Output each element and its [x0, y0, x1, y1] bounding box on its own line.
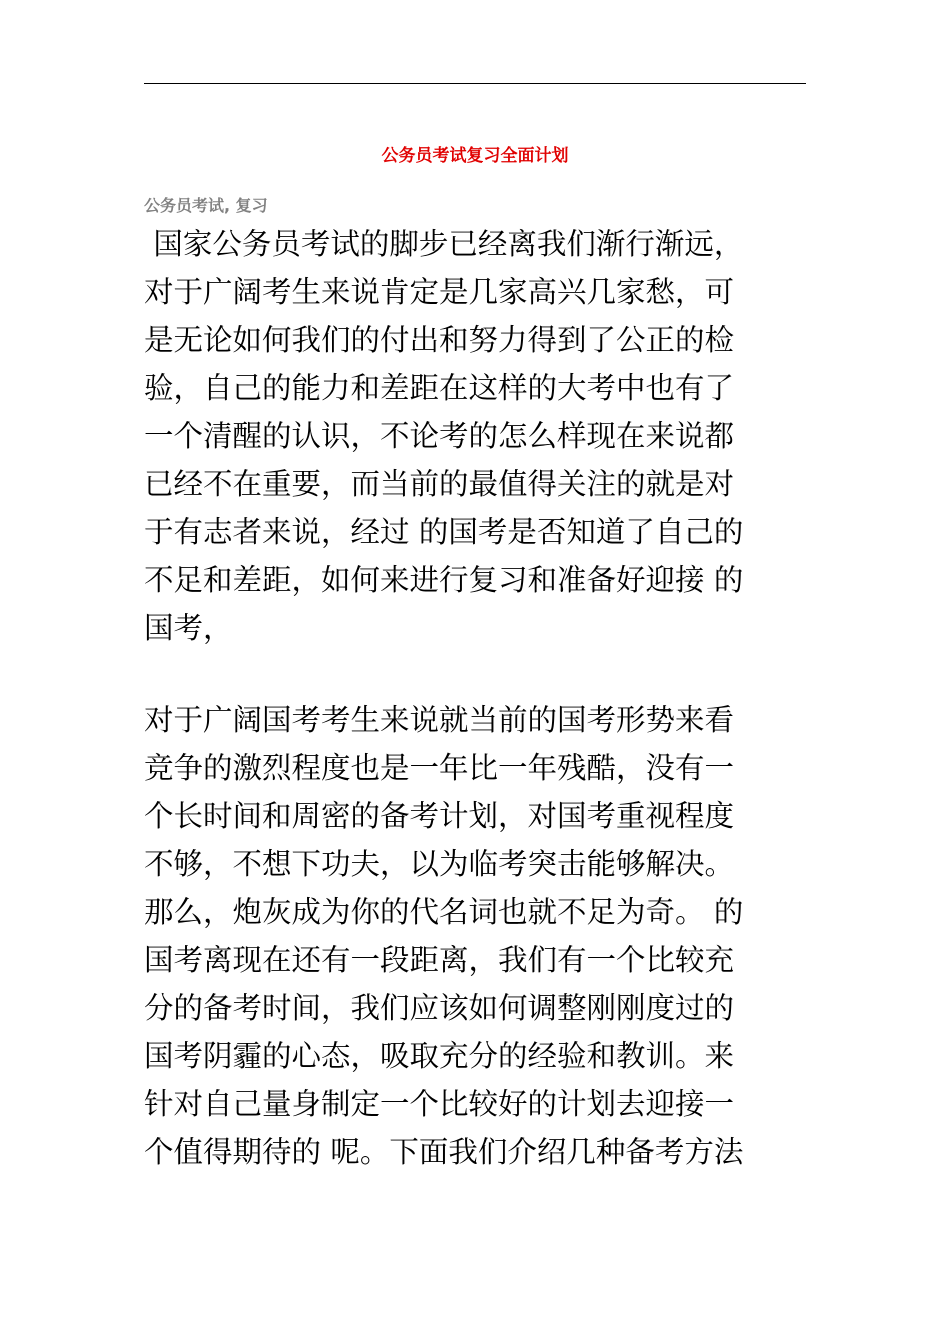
paragraph-line: 国考阴霾的心态，吸取充分的经验和教训。来 [144, 1039, 735, 1073]
paragraph-2 [144, 696, 806, 1176]
paragraph-line: 是无论如何我们的付出和努力得到了公正的检 [144, 323, 735, 357]
paragraph-line: 对于广阔国考考生来说就当前的国考形势来看 [144, 703, 735, 737]
header-rule [144, 83, 806, 84]
paragraph-line: 国家公务员考试的脚步已经离我们渐行渐远， [144, 227, 744, 261]
document-keywords: 公务员考试, 复习 [144, 196, 268, 215]
paragraph-line: 个值得期待的 呢。下面我们介绍几种备考方法 [144, 1135, 744, 1169]
paragraph-line: 竞争的激烈程度也是一年比一年残酷，没有一 [144, 751, 735, 785]
paragraph-line: 个长时间和周密的备考计划，对国考重视程度 [144, 799, 735, 833]
paragraph-line: 验，自己的能力和差距在这样的大考中也有了 [144, 371, 735, 405]
paragraph-line: 国考， [144, 611, 233, 645]
paragraph-line: 国考离现在还有一段距离，我们有一个比较充 [144, 943, 735, 977]
paragraph-line: 不足和差距，如何来进行复习和准备好迎接 的 [144, 563, 744, 597]
paragraph-line: 那么，炮灰成为你的代名词也就不足为奇。 的 [144, 895, 744, 929]
document-title: 公务员考试复习全面计划 [381, 146, 569, 166]
paragraph-line: 对于广阔考生来说肯定是几家高兴几家愁，可 [144, 275, 735, 309]
paragraph-line: 一个清醒的认识，不论考的怎么样现在来说都 [144, 419, 735, 453]
paragraph-line: 针对自己量身制定一个比较好的计划去迎接一 [144, 1087, 735, 1121]
paragraph-1 [144, 220, 806, 652]
paragraph-line: 不够，不想下功夫，以为临考突击能够解决。 [144, 847, 735, 881]
paragraph-line: 于有志者来说，经过 的国考是否知道了自己的 [144, 515, 744, 549]
paragraph-line: 分的备考时间，我们应该如何调整刚刚度过的 [144, 991, 735, 1025]
paragraph-line: 已经不在重要，而当前的最值得关注的就是对 [144, 467, 735, 501]
